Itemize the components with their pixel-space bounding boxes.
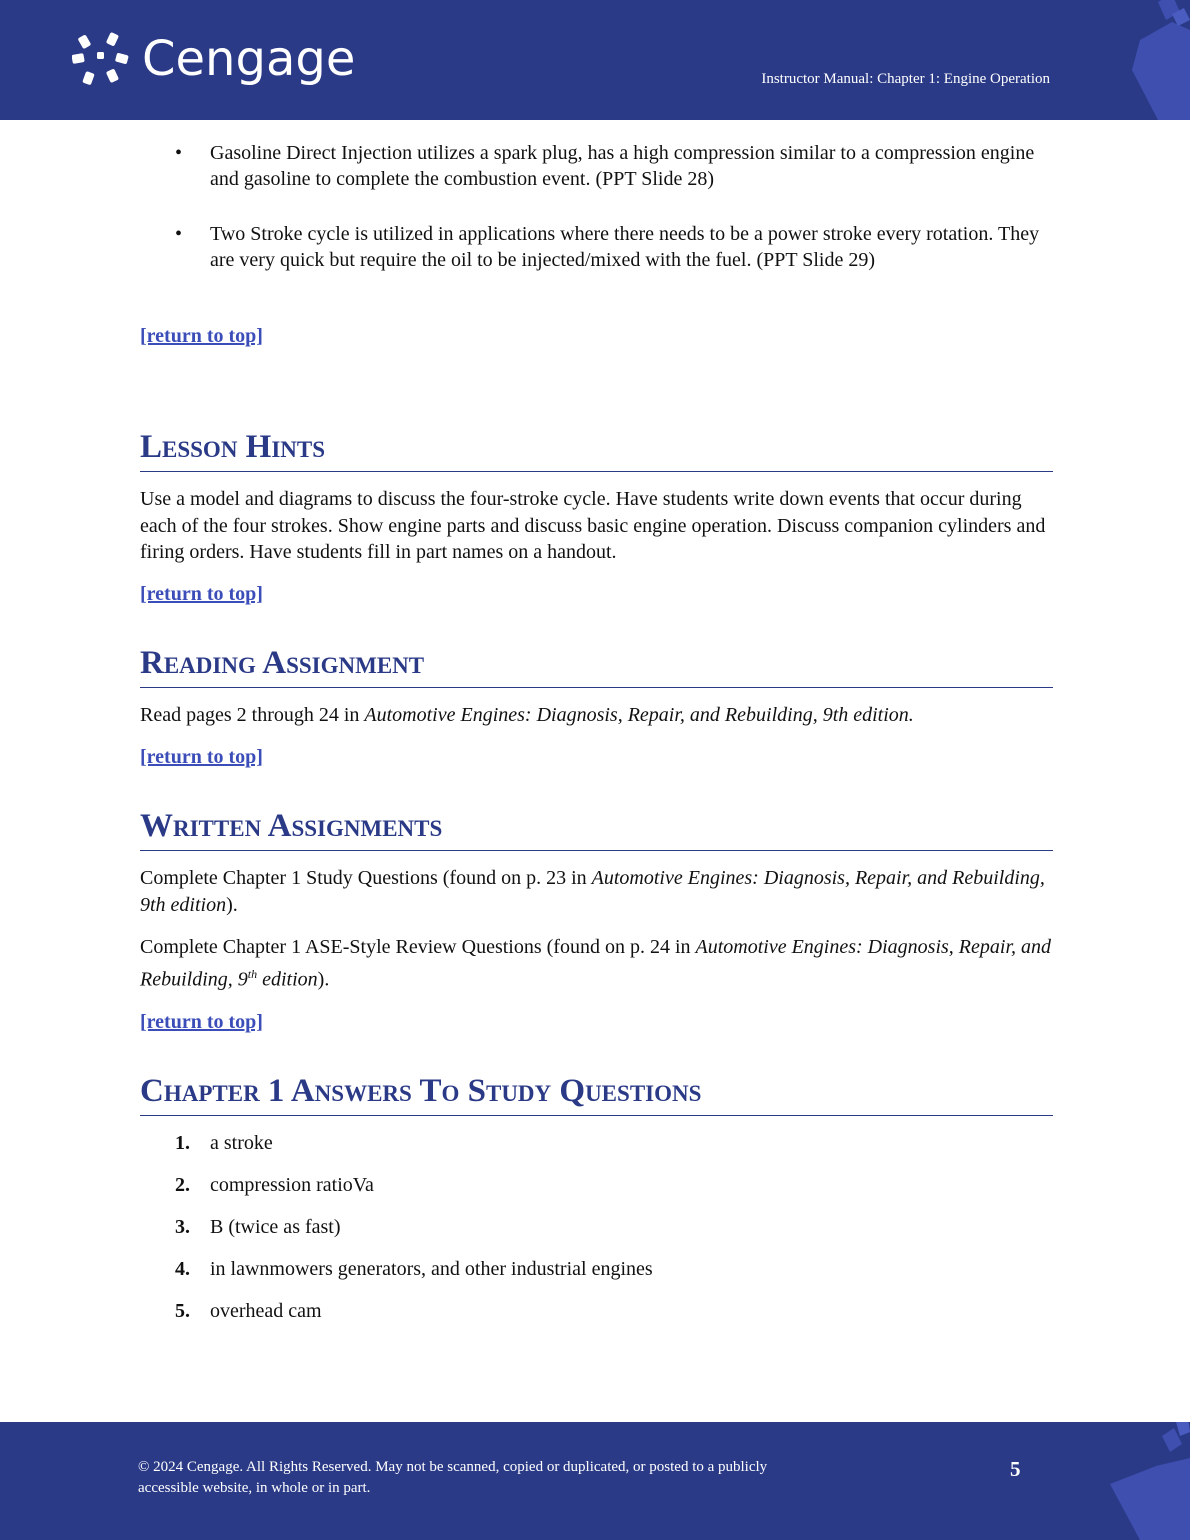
copyright-notice: © 2024 Cengage. All Rights Reserved. May not be scanned, copied or duplicated, or posted to a publicly accessible website, in whole or in part. [138, 1459, 768, 1496]
list-item [140, 140, 1053, 192]
list-item [140, 1256, 1053, 1282]
return-to-top-link[interactable]: [return to top] [140, 1010, 263, 1033]
reading-assignment-body [140, 702, 1053, 729]
return-to-top-link[interactable]: [return to top] [140, 582, 263, 605]
assignment-text: ). [226, 893, 238, 916]
decorative-shapes-icon [1110, 0, 1190, 120]
list-item [140, 1130, 1053, 1156]
written-assignment-2 [140, 934, 1053, 993]
bullet-text: Two Stroke cycle is utilized in applications where there needs to be a power stroke every rotation. They are very quick but require the oil to be injected/mixed with the fuel. (PPT Slide 29) [210, 223, 1040, 271]
book-title: edition [257, 968, 318, 991]
written-assignment-1 [140, 865, 1053, 918]
book-title: Automotive Engines: Diagnosis, Repair, and Rebuilding, 9th edition [140, 867, 1045, 916]
answer-text: B (twice as fast) [210, 1215, 341, 1238]
book-title: Automotive Engines: Diagnosis, Repair, and Rebuilding, 9 [140, 936, 1052, 991]
header-title: Instructor Manual: Chapter 1: Engine Operation [761, 71, 1050, 87]
answer-text: a stroke [210, 1131, 273, 1154]
list-item [140, 1214, 1053, 1240]
bullet-text: Gasoline Direct Injection utilizes a spark plug, has a high compression similar to a compression engine and gasoline to complete the combustion event. (PPT Slide 28) [210, 142, 1035, 190]
return-to-top-link[interactable]: [return to top] [140, 746, 263, 768]
assignment-text: Complete Chapter 1 Study Questions (found on p. 23 in [140, 867, 592, 889]
cengage-logo [72, 30, 355, 88]
answer-number: 5. [175, 1299, 190, 1322]
section-title-answers: Chapter 1 Answers To Study Questions [140, 1071, 1053, 1116]
reading-prefix: Read pages 2 through 24 in [140, 703, 365, 726]
answer-text: compression ratioVa [210, 1173, 374, 1196]
page-number: 5 [1010, 1457, 1021, 1481]
bullet-icon: • [175, 223, 183, 245]
list-item [140, 1172, 1053, 1198]
list-item [140, 1298, 1053, 1324]
lesson-hints-body: Use a model and diagrams to discuss the four-stroke cycle. Have students write down events that occur during each of the four strokes. Show engine parts and discuss basic engine operation. Discuss companion cylinders and firing orders. Have students fill in part names on a handout. [140, 488, 1046, 563]
page-footer [0, 1422, 1190, 1540]
answer-number: 4. [175, 1257, 190, 1280]
assignment-text: Complete Chapter 1 ASE-Style Review Questions (found on p. 24 in [140, 936, 696, 958]
bullet-list [140, 140, 1053, 273]
list-item [140, 221, 1053, 273]
assignment-text: ). [317, 968, 330, 991]
brand-name: Cengage [142, 31, 356, 87]
section-title-written-assignments: Written Assignments [140, 806, 1053, 851]
answer-number: 3. [175, 1215, 190, 1238]
page-header [0, 0, 1190, 120]
return-to-top-link[interactable]: [return to top] [140, 325, 263, 347]
cengage-logo-icon [72, 30, 130, 88]
decorative-shapes-icon [1110, 1422, 1190, 1540]
superscript: th [247, 966, 258, 981]
answers-list [140, 1130, 1053, 1324]
section-title-reading-assignment: Reading Assignment [140, 643, 1053, 688]
answer-number: 1. [175, 1131, 190, 1154]
answer-number: 2. [175, 1173, 190, 1196]
bullet-icon: • [175, 142, 183, 164]
book-title: Automotive Engines: Diagnosis, Repair, and Rebuilding, 9th edition. [364, 703, 914, 726]
answer-text: in lawnmowers generators, and other industrial engines [210, 1257, 653, 1280]
answer-text: overhead cam [210, 1299, 322, 1322]
section-title-lesson-hints: Lesson Hints [140, 427, 1053, 472]
page-content [140, 140, 1053, 1340]
